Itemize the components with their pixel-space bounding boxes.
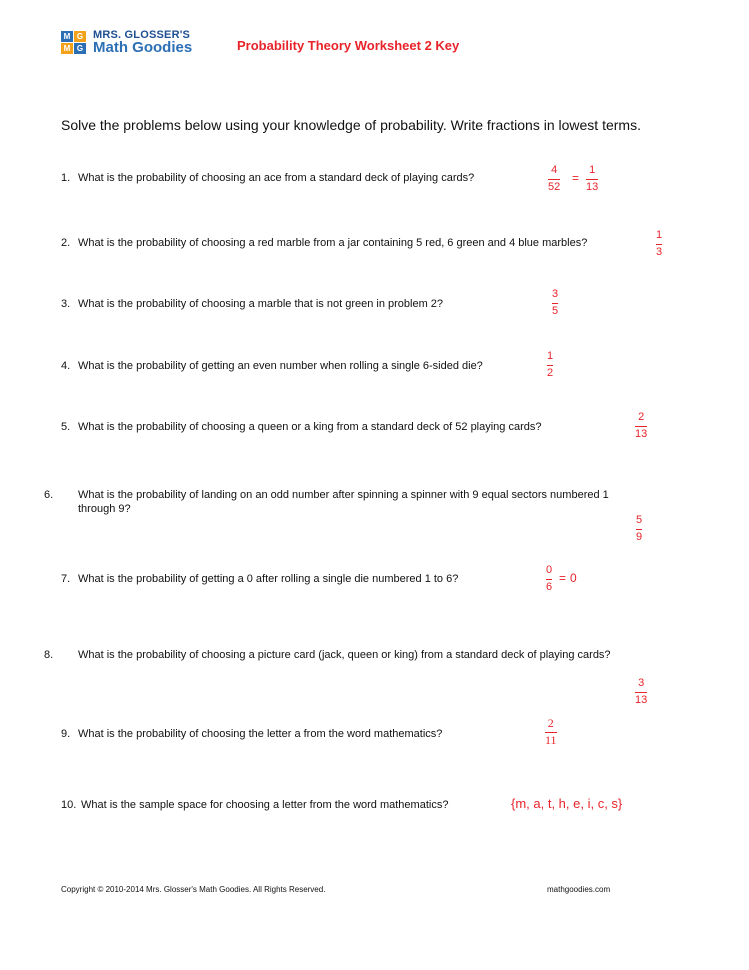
logo-cell: M (61, 31, 73, 42)
footer-site: mathgoodies.com (547, 885, 611, 894)
question-text: What is the probability of getting an even number when rolling a single 6-sided die? (78, 360, 483, 372)
denominator: 13 (635, 428, 648, 440)
question-3 (61, 297, 443, 311)
numerator: 2 (638, 411, 645, 423)
answer-1-fraction-b (586, 164, 598, 194)
question-number: 6. (44, 489, 54, 501)
numerator: 3 (552, 288, 559, 300)
question-text: What is the probability of landing on an odd number after spinning a spinner with 9 equal sectors numbered 1 through 9? (78, 489, 609, 515)
answer-8-fraction (635, 677, 647, 707)
question-text: What is the probability of choosing a queen or a king from a standard deck of 52 playing cards? (78, 421, 542, 433)
question-number: 3. (61, 298, 71, 310)
question-text: What is the probability of choosing an ace from a standard deck of playing cards? (78, 172, 475, 184)
numerator: 2 (547, 716, 554, 730)
page-title: Probability Theory Worksheet 2 Key (237, 38, 460, 53)
numerator: 1 (656, 229, 663, 241)
answer-4-fraction (547, 350, 553, 380)
question-2 (61, 236, 587, 250)
numerator: 3 (638, 677, 645, 689)
question-4 (61, 359, 483, 373)
denominator: 2 (547, 367, 554, 379)
question-6 (44, 488, 638, 516)
question-number: 4. (61, 360, 71, 372)
question-text: What is the probability of choosing a red marble from a jar containing 5 red, 6 green and 4 blue marbles? (78, 237, 588, 249)
answer-5-fraction (635, 411, 647, 441)
answer-7-fraction (546, 564, 552, 594)
numerator: 1 (547, 350, 554, 362)
logo-cell: G (74, 31, 86, 42)
denominator: 6 (546, 581, 553, 593)
equals-sign: = (572, 171, 580, 185)
instructions: Solve the problems below using your knowledge of probability. Write fractions in lowest terms. (61, 117, 641, 133)
brand-line2: Math Goodies (93, 39, 193, 56)
question-number: 7. (61, 573, 71, 585)
numerator: 5 (636, 514, 643, 526)
answer-1-fraction-a (548, 164, 560, 194)
question-7 (61, 572, 458, 586)
question-number: 10. (61, 799, 77, 811)
answer-9-fraction (545, 717, 557, 747)
denominator: 11 (545, 733, 557, 747)
question-text: What is the sample space for choosing a letter from the word mathematics? (81, 799, 449, 811)
denominator: 13 (635, 694, 648, 706)
logo-icon (61, 31, 87, 55)
question-5 (61, 420, 542, 434)
denominator: 13 (586, 181, 599, 193)
denominator: 5 (552, 305, 559, 317)
answer-6-fraction (636, 514, 642, 544)
question-10 (61, 798, 448, 812)
denominator: 52 (548, 181, 561, 193)
question-number: 9. (61, 728, 71, 740)
question-number: 2. (61, 237, 71, 249)
footer-copyright: Copyright © 2010-2014 Mrs. Glosser's Math Goodies. All Rights Reserved. (61, 885, 326, 894)
denominator: 9 (636, 531, 643, 543)
logo-cell: G (74, 43, 86, 54)
answer-3-fraction (552, 288, 558, 318)
question-text: What is the probability of choosing a marble that is not green in problem 2? (78, 298, 444, 310)
numerator: 1 (589, 164, 596, 176)
numerator: 0 (546, 564, 553, 576)
denominator: 3 (656, 246, 663, 258)
brand-line1: MRS. GLOSSER'S (93, 29, 191, 41)
numerator: 4 (551, 164, 558, 176)
question-text: What is the probability of choosing the letter a from the word mathematics? (78, 728, 443, 740)
question-text: What is the probability of getting a 0 after rolling a single die numbered 1 to 6? (78, 573, 459, 585)
question-8 (44, 648, 658, 662)
question-number: 8. (44, 649, 54, 661)
answer-7-result: 0 (570, 571, 577, 585)
question-9 (61, 727, 442, 741)
answer-2-fraction (656, 229, 662, 259)
question-1 (61, 171, 474, 185)
question-number: 1. (61, 172, 71, 184)
logo-cell: M (61, 43, 73, 54)
equals-sign: = (559, 571, 567, 585)
question-text: What is the probability of choosing a picture card (jack, queen or king) from a standard deck of playing cards? (78, 649, 611, 661)
answer-10-set: {m, a, t, h, e, i, c, s} (511, 796, 623, 811)
question-number: 5. (61, 421, 71, 433)
